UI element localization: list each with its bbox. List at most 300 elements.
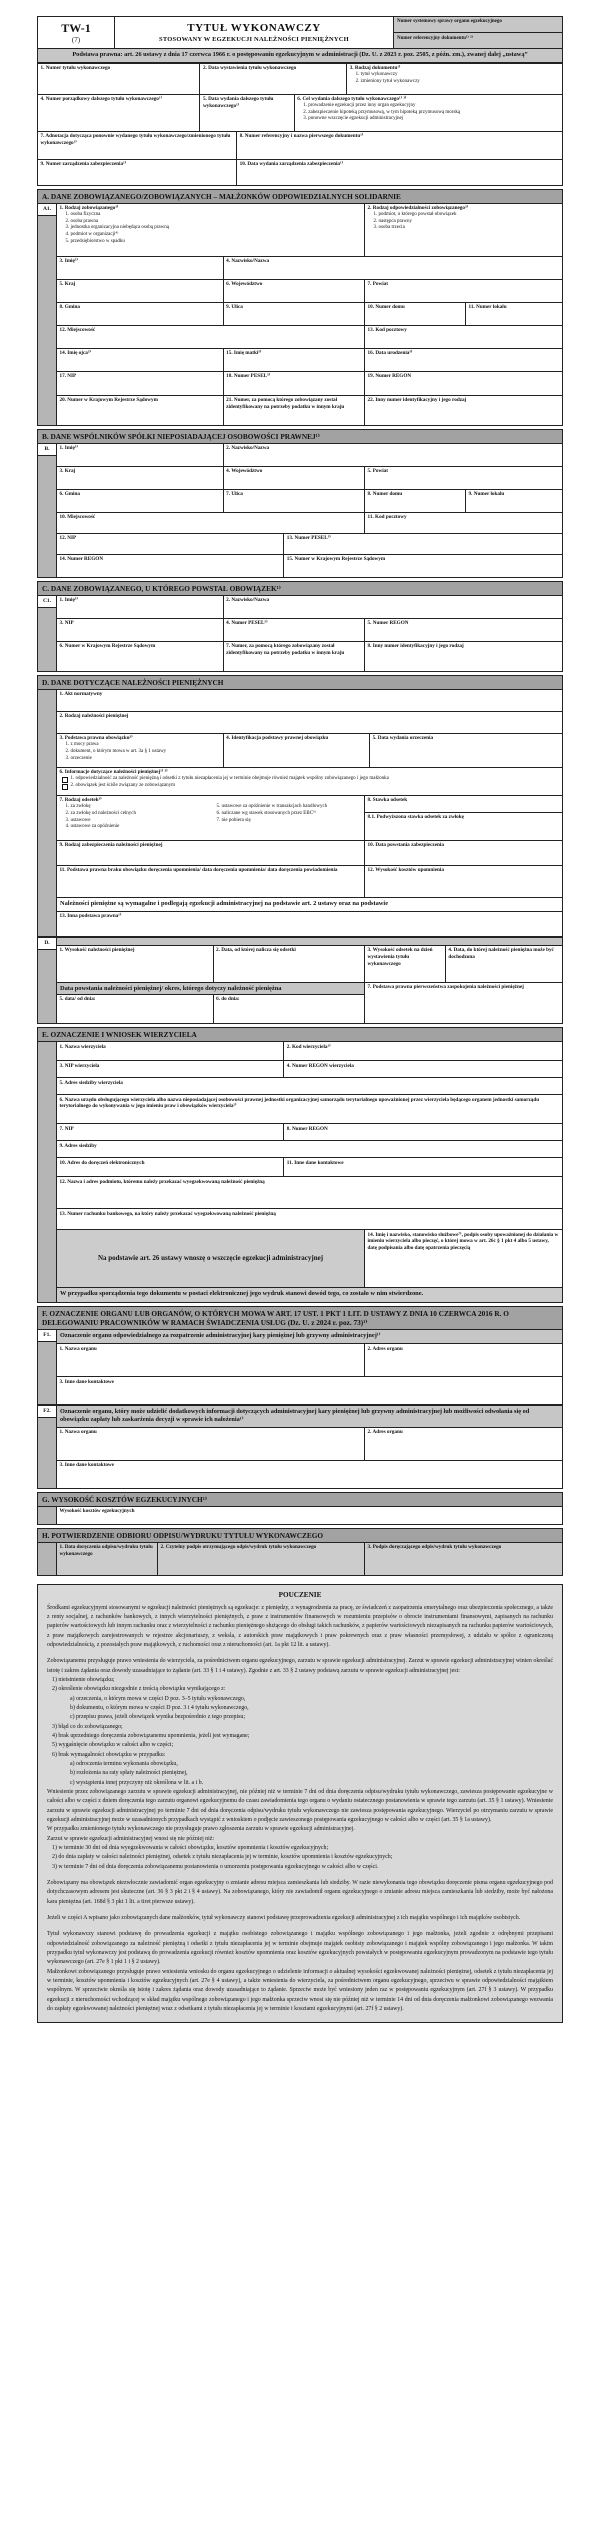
block-a1-field-16-label: 16. Data urodzenia⁵⁾ — [367, 350, 413, 357]
block-f1-field-1[interactable] — [57, 1344, 365, 1376]
block-d1-cell-2-0-field-6-label: 6. do dnia: — [216, 996, 240, 1003]
block-d1-field-4-label: 4. Data, do której należność pieniężna może być dochodzona — [448, 947, 554, 961]
block-c1-field-7[interactable] — [224, 642, 365, 671]
block-d-field-4[interactable] — [224, 734, 370, 767]
block-d-field-3-option-2: 3. orzeczenie — [65, 755, 92, 761]
block-a1-field-20[interactable] — [57, 396, 224, 425]
block-a1-field-15[interactable] — [224, 349, 365, 371]
top-fields-field-6-label: 6. Cel wydania dalszego tytułu wykonawczego¹⁾ ³⁾ — [297, 96, 407, 102]
block-a1-field-15-label: 15. Imię matki⁵⁾ — [226, 350, 262, 357]
block-a1-label: A1. — [38, 204, 56, 216]
block-g-side-strip — [38, 1507, 57, 1524]
block-d-row-5 — [57, 841, 562, 866]
block-f1-side-strip — [38, 1330, 57, 1404]
block-d-field-7-option-1-2: 7. nie pobiera się — [216, 817, 251, 823]
block-b-field-10[interactable] — [57, 513, 365, 533]
block-e-field-3[interactable] — [57, 1061, 284, 1077]
block-b-field-12[interactable] — [57, 534, 284, 554]
block-e-field-10-label: 10. Adres do doręczeń elektronicznych — [59, 1159, 145, 1166]
top-fields-field-1-label: 1. Numer tytułu wykonawczego — [40, 65, 111, 71]
block-d-field-1[interactable] — [57, 690, 562, 711]
pouczenie-para-14: Wniesienie przez zobowiązanego zarzutu w sprawie egzekucji administracyjnej, nie później niż w terminie 7 dni od dnia doręczenia odpisu/wydruku tytułu wykonawczego, zawiesza postępowanie egzekucyjne w całości albo w części z dniem doręczenia tego zarzutu organowi egzekucyjnemu do czasu zawiadomienia tego organu o wydaniu ostatecznego postanowienia w sprawie tego zarzutu (art. 35 § 1 ustawy). Wniesienie zarzutu w sprawie egzekucji administracyjnej po terminie 7 dni od dnia doręczenia odpisu/wydruku tytułu wykonawczego nie zawiesza postępowania egzekucyjnego. Wierzyciel po otrzymaniu zarzutu w sprawie egzekucji administracyjnej może w uzasadnionych przypadkach wystąpić z wnioskiem o podjęcie zawieszonego postępowania egzekucyjnego w całości albo w części (art. 35 § 1a ustawy). — [47, 1789, 553, 1824]
pouczenie-para-0: Środkami egzekucyjnymi stosowanymi w egzekucji należności pieniężnych są egzekucje: z pieniędzy, z wynagrodzenia za pracę, ze świadczeń z zaopatrzenia emerytalnego oraz ubezpieczenia społecznego, a także z renty socjalnej, z rachunków bankowych, z innych wierzytelności pieniężnych, z praw z instrumentów finansowych w rozumieniu przepisów o obrocie instrumentami finansowymi, zapisanych na rachunku papierów wartościowych lub innym rachunku oraz z wierzytelności z rachunku pieniężnego służącego do obsługi takich rachunków, z papierów wartościowych niezapisanych na rachunku papierów wartościowych, z praw majątkowych zarejestrowanych w rejestrze akcjonariuszy, z weksla, z autorskich praw majątkowych i praw pokrewnych oraz z praw własności przemysłowej, z udziału w spółce z ograniczoną odpowiedzialnością, z pozostałych praw majątkowych, z ruchomości oraz z nieruchomości (art. 1a pkt 12 lit. a ustawy). — [47, 1604, 553, 1649]
block-e-field-13[interactable] — [57, 1209, 562, 1229]
block-g-cell-0-0-label: Wysokość kosztów egzekucyjnych — [59, 1508, 135, 1515]
block-c1-field-2-label: 2. Nazwisko/Nazwa — [226, 597, 270, 604]
block-c1-row-0 — [57, 596, 562, 619]
block-d-field-10[interactable] — [365, 841, 562, 865]
block-b-field-4-label: 4. Województwo — [226, 468, 263, 475]
block-e-cell-9-0 — [57, 1230, 365, 1287]
pouczenie-para-23: Małżonkowi zobowiązanego przysługuje prawo wniesienia wniosku do organu egzekucyjnego o udzielenie informacji o aktualnej wysokości egzekwowanej należności pieniężnej, odsetek z tytułu niezapłacenia jej w terminie, kosztów upomnienia i kosztów egzekucyjnych (art. 27e § 4 ustawy), a także wniesienia do wierzyciela, za pośrednictwem organu egzekucyjnego, sprzeciwu w sprawie odpowiedzialności majątkiem wspólnym. W sprzeciwie określa się istotę i zakres żądania oraz dowody uzasadniające to żądanie. Sprzeciw może być wniesiony jeden raz w postępowaniu egzekucyjnym (art. 27f § 3 ustawy). W przypadku egzekucji z nieruchomości wchodzącej w skład majątku wspólnego zobowiązanego i jego małżonka sprzeciw wnosi się nie później niż w terminie 14 dni od dnia doręczenia małżonkowi zobowiązanego wezwania do zapłaty egzekwowanej należności pieniężnej wraz z odsetkami z tytułu niezapłacenia jej w terminie i kosztami egzekucyjnymi (art. 27f § 2 ustawy). — [47, 1968, 553, 2012]
block-a1-field-2-option-0: 1. podmiot, u którego powstał obowiązek — [373, 211, 457, 217]
block-c1-side-strip — [38, 596, 57, 671]
block-h-row-0 — [57, 1543, 562, 1575]
top-fields-field-1[interactable] — [38, 64, 200, 94]
block-f1-field-2[interactable] — [365, 1344, 562, 1376]
block-d-field-3-label: 3. Podstawa prawna obowiązku³⁾ — [59, 735, 133, 742]
block-e-row-2 — [57, 1078, 562, 1095]
top-fields-field-10-label: 10. Data wydania zarządzenia zabezpieczenia¹⁾ — [239, 161, 344, 167]
block-d-field-13-label: 13. Inna podstawa prawna¹⁾ — [59, 913, 122, 920]
block-d-cell-4-1-sub-0[interactable] — [365, 796, 562, 813]
block-d-field-9-label: 9. Rodzaj zabezpieczenia należności pieniężnej — [59, 842, 163, 849]
block-c1-field-5[interactable] — [365, 619, 562, 641]
block-a1-field-17-label: 17. NIP — [59, 373, 77, 380]
section-c-header: C. DANE ZOBOWIĄZANEGO, U KTÓREGO POWSTAŁ OBOWIĄZEK¹⁾ — [37, 581, 563, 595]
block-b-row-0 — [57, 444, 562, 467]
block-d-field-6-checkbox-label-2: 2. obowiązek jest ściśle związany ze zobowiązanym — [70, 783, 176, 789]
top-fields-field-9[interactable] — [38, 160, 237, 185]
block-d1-field-7[interactable] — [365, 983, 562, 1023]
pouczenie-title: POUCZENIE — [278, 1590, 322, 1599]
block-b-field-9[interactable] — [466, 490, 562, 512]
block-c1-field-6[interactable] — [57, 642, 224, 671]
block-d-field-3[interactable] — [57, 734, 224, 767]
block-d1-field-7-label: 7. Podstawa prawna pierwszeństwa zaspokojenia należności pieniężnej — [367, 984, 524, 991]
block-d1-row-0 — [57, 938, 562, 946]
block-d1-cell-2-0-field-5-label: 5. data/ od dnia: — [59, 996, 96, 1003]
block-c1-row-1 — [57, 619, 562, 642]
block-a1-field-18-label: 18. Numer PESEL⁵⁾ — [226, 373, 271, 380]
block-d-row-6 — [57, 866, 562, 898]
block-a1-field-7[interactable] — [365, 280, 562, 302]
block-f2 — [37, 1405, 563, 1488]
form-subtitle: STOSOWANY W EGZEKUCJI NALEŻNOŚCI PIENIĘŻNYCH — [159, 36, 349, 43]
block-d-row-1 — [57, 712, 562, 734]
block-a1-field-3[interactable] — [57, 257, 224, 279]
block-e-row-6 — [57, 1158, 562, 1177]
block-a1-field-6[interactable] — [224, 280, 365, 302]
block-e-field-11[interactable] — [284, 1158, 562, 1176]
block-f2-field-3[interactable] — [57, 1461, 562, 1488]
block-f1-field-1-label: 1. Nazwa organu — [59, 1345, 97, 1352]
top-fields-row-0 — [38, 64, 562, 95]
pouczenie-para-21: Jeżeli w części A wpisano jako zobowiązanych dane małżonków, tytuł wykonawczy stanowi podstawę przeprowadzenia egzekucji administracyjnej z ich majątku wspólnego i ich majątków osobistych. — [47, 1915, 521, 1921]
block-b-field-15[interactable] — [284, 555, 562, 577]
pouczenie-para-11: a) odroczenia terminu wykonania obowiązku, — [70, 1761, 178, 1768]
block-a1-field-1[interactable] — [57, 204, 365, 256]
pouczenie-para-18: 2) do dnia zapłaty w całości należności pieniężnej, odsetek z tytułu niezapłacenia jej w terminie, kosztów upomnienia i kosztów egzekucyjnych; — [52, 1854, 393, 1861]
block-e-field-1[interactable] — [57, 1042, 284, 1060]
top-fields-row-2 — [38, 132, 562, 160]
block-a1-field-10[interactable] — [365, 303, 466, 325]
block-a1-row-4 — [57, 326, 562, 349]
pouczenie-para-22: Tytuł wykonawczy stanowi podstawę do prowadzenia egzekucji z majątku osobistego zobowiązanego i majątku wspólnego zobowiązanego i jego małżonka, jeżeli zgodnie z odrębnymi przepisami odpowiedzialność zobowiązanego za należność pieniężną i odsetki z tytułu niezapłacenia jej w terminie obejmuje majątek osobisty zobowiązanego i majątek wspólny zobowiązanego i jego małżonka. W takim przypadku tytuł wykonawczy jest podstawą do prowadzenia egzekucji również kosztów upomnienia oraz kosztów egzekucyjnych powstałych w postępowaniu egzekucyjnym prowadzonym na podstawie tego tytułu wykonawczego (art. 27e § 1 pkt 1 i § 2 ustawy). — [47, 1931, 553, 1966]
top-fields-field-7[interactable] — [38, 132, 237, 159]
block-f1 — [37, 1329, 563, 1405]
block-d-row-8 — [57, 912, 562, 936]
block-a1-field-14-label: 14. Imię ojca⁵⁾ — [59, 350, 91, 357]
block-b-field-4[interactable] — [224, 467, 365, 489]
block-d-field-9[interactable] — [57, 841, 365, 865]
top-fields — [37, 63, 563, 186]
block-e-field-3-label: 3. NIP wierzyciela — [59, 1062, 100, 1069]
block-f2-row-2 — [57, 1461, 562, 1488]
block-a1-row-7 — [57, 396, 562, 425]
block-d-cell-4-1[interactable] — [365, 796, 562, 840]
form-header — [37, 16, 563, 49]
block-e-row-4 — [57, 1124, 562, 1141]
block-b-field-7-label: 7. Ulica — [226, 491, 243, 498]
block-e-field-9-label: 9. Adres siedziby — [59, 1142, 97, 1149]
block-e-field-14[interactable] — [365, 1230, 562, 1287]
form-page — [37, 16, 563, 2023]
block-a1-field-1-option-0: 1. osoba fizyczna — [65, 211, 101, 217]
block-a1-row-3 — [57, 303, 562, 326]
block-a1-field-4[interactable] — [224, 257, 562, 279]
block-d1-field-1[interactable] — [57, 946, 214, 982]
top-fields-field-2[interactable] — [200, 64, 347, 94]
pouczenie-para-7: 3) błąd co do zobowiązanego; — [52, 1723, 123, 1730]
top-fields-field-3-label: 3. Rodzaj dokumentu¹⁾ — [349, 65, 401, 71]
block-a1-field-9-label: 9. Ulica — [226, 304, 243, 311]
pouczenie-para-2: 1) nieistnienie obowiązku; — [52, 1677, 115, 1684]
block-e-field-5[interactable] — [57, 1078, 562, 1094]
pouczenie-para-13: c) wystąpienia innej przyczyny niż określona w lit. a i b. — [70, 1779, 204, 1786]
block-d1-cell-2-0-field-5[interactable] — [57, 995, 214, 1023]
block-a1-field-11-label: 11. Numer lokalu — [468, 304, 507, 311]
block-h-field-2[interactable] — [158, 1543, 365, 1575]
block-e-field-8-label: 8. Numer REGON — [286, 1125, 328, 1132]
block-b-field-11-label: 11. Kod pocztowy — [367, 514, 407, 521]
block-a1-field-17[interactable] — [57, 372, 224, 395]
block-e-side-strip — [38, 1042, 57, 1302]
top-fields-field-3-option-0: 1. tytuł wykonawczy — [355, 71, 398, 77]
block-c1-field-5-label: 5. Numer REGON — [367, 620, 409, 627]
pouczenie-para-4: a) orzeczenia, o którym mowa w części D poz. 3–5 tytułu wykonawczego, — [70, 1695, 246, 1702]
block-b-field-14-label: 14. Numer REGON — [59, 556, 104, 563]
block-f1-row-2 — [57, 1377, 562, 1404]
block-b-field-10-label: 10. Miejscowość — [59, 514, 96, 521]
block-a1-field-6-label: 6. Województwo — [226, 281, 263, 288]
block-f2-field-1[interactable] — [57, 1428, 365, 1460]
block-d-row-0 — [57, 690, 562, 712]
top-fields-row-3 — [38, 160, 562, 185]
block-d-field-12[interactable] — [365, 866, 562, 897]
block-f1-label: F1. — [38, 1330, 56, 1342]
block-e-field-1-label: 1. Nazwa wierzyciela — [59, 1043, 106, 1050]
block-e-field-8[interactable] — [284, 1124, 562, 1140]
block-f2-row-0 — [57, 1406, 562, 1427]
pouczenie-para-12: b) rozłożenia na raty spłaty należności pieniężnej, — [70, 1770, 188, 1777]
block-d-field-5[interactable] — [370, 734, 562, 767]
block-f1-field-3-label: 3. Inne dane kontaktowe — [59, 1378, 114, 1385]
block-a1-field-16[interactable] — [365, 349, 562, 371]
reference-number-field[interactable]: Numer referencyjny dokumentu¹⁾ ²⁾ — [394, 32, 562, 48]
block-a1-field-1-option-1: 2. osoba prawna — [65, 218, 99, 224]
block-a1-field-7-label: 7. Powiat — [367, 281, 388, 288]
block-e-row-3 — [57, 1095, 562, 1124]
pouczenie-para-8: 4) brak uprzedniego doręczenia zobowiązanemu upomnienia, jeżeli jest wymagane; — [52, 1733, 250, 1740]
block-d-cell-4-1-sub-label-1: 8.1. Podwyższona stawka odsetek za zwłokę — [367, 814, 464, 821]
block-d1-field-2-label: 2. Data, od której nalicza się odsetki — [216, 947, 296, 954]
top-fields-field-3-option-1: 2. zmieniony tytuł wykonawczy — [355, 78, 420, 84]
block-a1-side-strip — [38, 204, 57, 425]
block-a1-field-18[interactable] — [224, 372, 365, 395]
block-c1-field-4-label: 4. Numer PESEL⁵⁾ — [226, 620, 268, 627]
block-b-field-5[interactable] — [365, 467, 562, 489]
block-c1-field-6-label: 6. Numer w Krajowym Rejestrze Sądowym — [59, 643, 156, 650]
block-d1-cell-2-0-header: Data powstania należności pieniężnej/ okres, którego dotyczy należność pieniężna — [57, 983, 364, 995]
block-e — [37, 1041, 563, 1303]
block-h-field-1[interactable] — [57, 1543, 158, 1575]
block-e-row-1 — [57, 1061, 562, 1078]
block-d-field-6-checkbox-1[interactable] — [62, 777, 69, 784]
block-b-field-2[interactable] — [224, 444, 562, 466]
block-c1-field-8[interactable] — [365, 642, 562, 671]
block-d-row-4 — [57, 796, 562, 841]
block-d1-row-1 — [57, 946, 562, 983]
block-a1-field-14[interactable] — [57, 349, 224, 371]
block-b-field-11[interactable] — [365, 513, 562, 533]
block-a1 — [37, 203, 563, 426]
block-a1-field-12[interactable] — [57, 326, 365, 348]
block-f2-cell-0-0-text: Oznaczenie organu, który może udzielić dodatkowych informacji dotyczących administracyjnej kary pieniężnej lub grzywny administracyjnej lub możliwości odwołania się od obowiązku zapłaty lub zaskarżenia decyzji w sprawie ich nałożenia¹⁾ — [57, 1406, 562, 1426]
top-fields-field-8[interactable] — [237, 132, 562, 159]
block-f2-field-1-label: 1. Nazwa organu — [59, 1429, 97, 1436]
block-d-cell-7-0-text: Należności pieniężne są wymagalne i podlegają egzekucji administracyjnej na podstawie art. 2 ustawy oraz na podstawie — [60, 899, 389, 907]
block-d-field-1-label: 1. Akt normatywny — [59, 691, 103, 698]
block-f2-side-strip — [38, 1406, 57, 1487]
block-b-field-1[interactable] — [57, 444, 224, 466]
block-d-field-7-option-0-1: 2. za zwłokę od należności celnych — [65, 810, 137, 816]
section-g-header: G. WYSOKOŚĆ KOSZTÓW EGZEKUCYJNYCH¹⁾ — [37, 1492, 563, 1506]
block-a1-row-0 — [57, 204, 562, 257]
block-b-row-3 — [57, 513, 562, 534]
block-b-row-5 — [57, 555, 562, 577]
block-f1-cell-0-0 — [57, 1330, 562, 1343]
block-c1-field-2[interactable] — [224, 596, 562, 618]
block-d1-field-3[interactable] — [365, 946, 446, 982]
top-fields-field-5[interactable] — [200, 95, 294, 131]
block-a1-field-22-label: 22. Inny numer identyfikacyjny i jego rodzaj — [367, 397, 467, 404]
top-fields-field-6[interactable] — [295, 95, 562, 131]
section-b-header: B. DANE WSPÓLNIKÓW SPÓŁKI NIEPOSIADAJĄCEJ OSOBOWOŚCI PRAWNEJ¹⁾ — [37, 429, 563, 443]
block-h-side-strip — [38, 1543, 57, 1575]
block-d1 — [37, 937, 563, 1024]
top-fields-field-3[interactable] — [347, 64, 562, 94]
section-a-header: A. DANE ZOBOWIĄZANEGO/ZOBOWIĄZANYCH – MAŁŻONKÓW ODPOWIEDZIALNYCH SOLIDARNIE — [37, 189, 563, 203]
block-e-field-2[interactable] — [284, 1042, 562, 1060]
block-h-field-3[interactable] — [365, 1543, 562, 1575]
block-b-field-14[interactable] — [57, 555, 284, 577]
top-fields-field-10[interactable] — [237, 160, 562, 185]
block-e-cell-9-0-text: Na podstawie art. 26 ustawy wnoszę o wszczęcie egzekucji administracyjnej — [97, 1254, 324, 1262]
block-d1-label: D. — [38, 938, 56, 950]
block-a1-row-6 — [57, 372, 562, 396]
block-h-field-3-label: 3. Podpis doręczającego odpis/wydruk tytułu wykonawczego — [367, 1544, 502, 1551]
block-d-row-2 — [57, 734, 562, 768]
block-d-cell-7-0 — [57, 898, 562, 911]
block-f2-field-2-label: 2. Adres organu — [367, 1429, 403, 1436]
block-d1-field-3-label: 3. Wysokość odsetek na dzień wystawienia tytułu wykonawczego — [367, 947, 433, 967]
block-h-field-2-label: 2. Czytelny podpis otrzymującego odpis/wydruk tytułu wykonawczego — [160, 1544, 317, 1551]
block-f1-cell-0-0-text: Oznaczenie organu odpowiedzialnego za rozpatrzenie administracyjnej kary pieniężnej lub grzywny administracyjnej¹⁾ — [57, 1330, 562, 1343]
block-a1-field-22[interactable] — [365, 396, 562, 425]
block-d-field-6-checkbox-2[interactable] — [62, 784, 69, 791]
block-c1 — [37, 595, 563, 672]
top-fields-field-4[interactable] — [38, 95, 200, 131]
block-d-cell-4-1-sub-1[interactable] — [365, 813, 562, 840]
block-b-field-3[interactable] — [57, 467, 224, 489]
block-a1-field-19[interactable] — [365, 372, 562, 395]
block-d-field-7-option-0-3: 4. ustawowe za opóźnienie — [65, 824, 120, 830]
block-b-field-1-label: 1. Imię⁵⁾ — [59, 445, 78, 452]
block-d-field-7[interactable] — [57, 796, 365, 840]
block-h — [37, 1542, 563, 1576]
pouczenie — [37, 1584, 563, 2023]
block-b-row-4 — [57, 534, 562, 555]
section-d-header: D. DANE DOTYCZĄCE NALEŻNOŚCI PIENIĘŻNYCH — [37, 675, 563, 689]
block-e-field-11-label: 11. Inne dane kontaktowe — [286, 1159, 344, 1166]
legal-basis: Podstawa prawna: art. 26 ustawy z dnia 17 czerwca 1966 r. o postępowaniu egzekucyjnym w administracji (Dz. U. z 2023 r. poz. 2505, z późn. zm.), zwanej dalej „ustawą” — [37, 49, 563, 63]
block-d-row-3 — [57, 768, 562, 796]
block-b-field-6-label: 6. Gmina — [59, 491, 80, 498]
block-c1-label: C1. — [38, 596, 56, 608]
block-d-field-6-checkbox-label-1: 1. odpowiedzialność za należność pieniężną i odsetki z tytułu niezapłacenia jej w terminie obejmuje również majątek wspólny zobowiązanego i jego małżonka — [70, 776, 389, 782]
block-d-cell-4-1-sub-label-0: 8. Stawka odsetek — [367, 797, 408, 804]
block-d-field-6[interactable] — [57, 768, 562, 795]
block-e-field-13-label: 13. Numer rachunku bankowego, na który należy przekazać wyegzekwowaną należność pieniężną — [59, 1210, 276, 1217]
block-d-field-3-option-0: 1. z mocy prawa — [65, 742, 99, 748]
block-e-field-4-label: 4. Numer REGON wierzyciela — [286, 1062, 354, 1069]
form-body — [37, 63, 563, 2024]
block-e-field-4[interactable] — [284, 1061, 562, 1077]
block-a1-field-13-label: 13. Kod pocztowy — [367, 327, 407, 334]
block-d-row-7 — [57, 898, 562, 912]
block-b-field-3-label: 3. Kraj — [59, 468, 76, 475]
block-f1-row-1 — [57, 1344, 562, 1377]
block-e-field-12[interactable] — [57, 1177, 562, 1208]
block-a1-field-12-label: 12. Miejscowość — [59, 327, 96, 334]
block-b — [37, 443, 563, 578]
block-a1-row-2 — [57, 280, 562, 303]
block-f1-row-0 — [57, 1330, 562, 1344]
pouczenie-para-16: Zarzut w sprawie egzekucji administracyjnej wnosi się nie później niż: — [47, 1835, 215, 1842]
block-d-field-10-label: 10. Data powstania zabezpieczenia — [367, 842, 444, 849]
block-a1-field-5[interactable] — [57, 280, 224, 302]
block-e-row-0 — [57, 1042, 562, 1061]
block-a1-field-11[interactable] — [466, 303, 562, 325]
block-c1-field-3[interactable] — [57, 619, 224, 641]
block-b-field-7[interactable] — [224, 490, 365, 512]
block-a1-field-1-option-2: 3. jednostka organizacyjna niebędąca osobą prawną — [65, 225, 169, 231]
block-d1-field-2[interactable] — [214, 946, 366, 982]
block-c1-field-1[interactable] — [57, 596, 224, 618]
block-d-field-3-option-1: 2. dokument, o którym mowa w art. 3a § 1 ustawy — [65, 748, 167, 754]
block-a1-field-2[interactable] — [365, 204, 562, 256]
block-a1-field-21[interactable] — [224, 396, 365, 425]
section-e-header: E. OZNACZENIE I WNIOSEK WIERZYCIELA — [37, 1027, 563, 1041]
block-d-field-7-option-0-0: 1. za zwłokę — [65, 804, 91, 810]
block-b-field-9-label: 9. Numer lokalu — [468, 491, 505, 498]
block-c1-field-4[interactable] — [224, 619, 365, 641]
block-e-field-6[interactable] — [57, 1095, 562, 1123]
block-d-field-6-label: 6. Informacje dotyczące należności pieniężnej¹⁾ ³⁾ — [59, 769, 168, 776]
section-h-header: H. POTWIERDZENIE ODBIORU ODPISU/WYDRUKU TYTUŁU WYKONAWCZEGO — [37, 1528, 563, 1542]
block-d1-cell-2-0[interactable] — [57, 983, 365, 1023]
block-a1-field-2-option-1: 2. następca prawny — [373, 218, 413, 224]
pouczenie-para-17: 1) w terminie 30 dni od dnia wyegzekwowania w całości obowiązku, kosztów upomnienia i kosztów egzekucyjnych; — [52, 1845, 329, 1852]
block-e-row-8 — [57, 1209, 562, 1230]
block-a1-field-1-label: 1. Rodzaj zobowiązanego³⁾ — [59, 205, 119, 212]
block-b-field-6[interactable] — [57, 490, 224, 512]
block-g-cell-0-0[interactable] — [57, 1507, 562, 1524]
block-d-field-2[interactable] — [57, 712, 562, 733]
block-b-field-12-label: 12. NIP — [59, 535, 77, 542]
block-e-field-9[interactable] — [57, 1141, 562, 1157]
block-d1-field-4[interactable] — [446, 946, 562, 982]
system-number-field[interactable]: Numer systemowy sprawy organu egzekucyjnego — [394, 17, 562, 32]
block-d1-field-1-label: 1. Wysokość należności pieniężnej — [59, 947, 135, 954]
block-d-field-11[interactable] — [57, 866, 365, 897]
block-g — [37, 1506, 563, 1525]
block-d-field-12-label: 12. Wysokość kosztów upomnienia — [367, 867, 444, 874]
block-a1-field-9[interactable] — [224, 303, 365, 325]
block-b-field-13[interactable] — [284, 534, 562, 554]
block-b-row-2 — [57, 490, 562, 513]
block-f2-row-1 — [57, 1428, 562, 1461]
block-a1-field-13[interactable] — [365, 326, 562, 348]
block-a1-field-2-label: 2. Rodzaj odpowiedzialności zobowiązanego³⁾ — [367, 205, 469, 212]
block-e-field-7-label: 7. NIP — [59, 1125, 74, 1132]
block-a1-field-8[interactable] — [57, 303, 224, 325]
block-f1-field-2-label: 2. Adres organu — [367, 1345, 403, 1352]
pouczenie-para-10: 6) brak wymagalności obowiązku w przypadku: — [52, 1751, 166, 1758]
block-a1-row-5 — [57, 349, 562, 372]
block-f1-field-3[interactable] — [57, 1377, 562, 1404]
block-d — [37, 689, 563, 937]
block-a1-row-1 — [57, 257, 562, 280]
block-b-field-8[interactable] — [365, 490, 466, 512]
block-e-row-7 — [57, 1177, 562, 1209]
block-a1-field-10-label: 10. Numer domu — [367, 304, 405, 311]
block-a1-field-19-label: 19. Numer REGON — [367, 373, 412, 380]
block-d1-cell-2-0-field-6[interactable] — [214, 995, 364, 1023]
block-d-field-13[interactable] — [57, 912, 562, 936]
block-f2-label: F2. — [38, 1406, 56, 1418]
block-c1-field-1-label: 1. Imię⁵⁾ — [59, 597, 78, 604]
block-f2-field-2[interactable] — [365, 1428, 562, 1460]
block-e-row-5 — [57, 1141, 562, 1158]
pouczenie-para-20: Zobowiązany ma obowiązek niezwłocznie zawiadomić organ egzekucyjny o zmianie adresu miejsca zamieszkania lub siedziby. W razie niewykonania tego obowiązku doręczenie pisma organu egzekucyjnego pod dotychczasowym adresem jest skuteczne (art. 36 § 3 pkt 2 i § 4 ustawy). Na zobowiązanego, który nie zawiadomił organu egzekucyjnego o zmianie adresu miejsca zamieszkania lub siedziby, może być nałożona kara pieniężna (art. 168d § 3 pkt 1 lit. a tiret pierwsze ustawy). — [47, 1880, 553, 1905]
block-e-field-10[interactable] — [57, 1158, 284, 1176]
block-e-field-7[interactable] — [57, 1124, 284, 1140]
top-fields-field-4-label: 4. Numer porządkowy dalszego tytułu wykonawczego¹⁾ — [40, 96, 162, 102]
block-a1-field-1-option-3: 4. podmiot w organizacji⁴⁾ — [65, 232, 119, 238]
block-d-field-7-option-0-2: 3. ustawowe — [65, 817, 91, 823]
